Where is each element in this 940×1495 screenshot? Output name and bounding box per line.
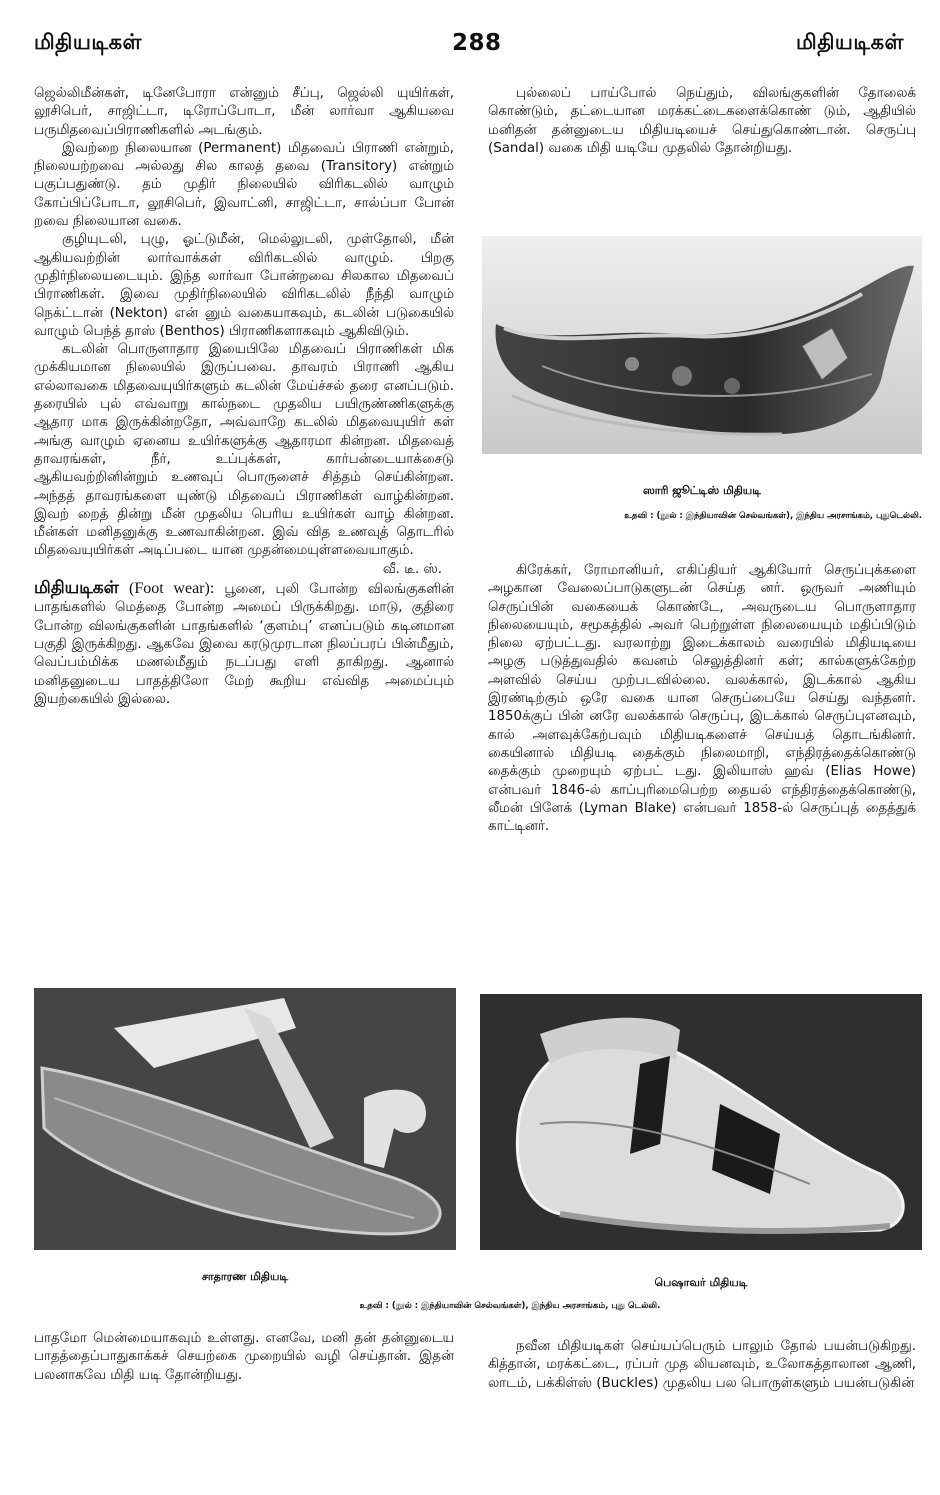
figure-credit-bottom: உதவி : (நூல் : இந்தியாவின் செல்வங்கள்), இந்திய அரசாங்கம், புது டெல்லி. (359, 1301, 661, 1311)
paragraph: புல்லைப் பாய்போல் நெய்தும், விலங்குகளின் தோலைக் கொண்டும், தட்டையான மரக்கட்டைகளைக்கொண் டும், ஆதியில் மனிதன் தன்னுடைய மிதியடியைச் செய்துகொண்டான். செருப்பு (Sandal) வகை மிதி யடியே முதலில் தோன்றியது. (488, 86, 916, 156)
figure-caption-top: ஸாரி ஜூட்டிஸ் மிதியடி (642, 484, 761, 497)
entry-title: மிதியடிகள் (34, 578, 119, 599)
photo-ordinary-sandal (34, 988, 456, 1250)
page-number: 288 (452, 30, 502, 56)
author-initials: வீ. டீ. ஸ். (382, 561, 442, 577)
bottom-right-text (488, 1338, 916, 1393)
running-head-right: மிதியடிகள் (796, 30, 904, 54)
author-initials-row (34, 561, 454, 579)
running-head-left: மிதியடிகள் (34, 30, 142, 54)
photo-sari-jutti-slipper (482, 236, 922, 454)
bottom-left-text (34, 1330, 454, 1385)
photo-peshawar-sandal (480, 994, 922, 1250)
peshawar-photo-drawing (480, 994, 922, 1250)
paragraph: நவீன மிதியடிகள் செய்யப்பெரும் பாலும் தோல் பயன்படுகிறது. கித்தான், மரக்கட்டை, ரப்பர் முத லியனவும், உலோகத்தாலான ஆணி, லாடம், பக்கிள்ஸ் (Buckles) முதலிய பல பொருள்களும் பயன்படுகின் (488, 1339, 916, 1391)
sandal-photo-drawing (34, 988, 456, 1250)
slipper-photo-drawing (482, 236, 922, 454)
figure-caption-bottom-left: சாதாரண மிதியடி (201, 1270, 289, 1283)
paragraph: ஜெல்லிமீன்கள், டினேபோரா என்னும் சீப்பு, ஜெல்லி யுயிர்கள், லூசிபெர், சாஜிட்டா, டிரோப்போடா, மீன் லார்வா ஆகியவை பருமிதவைப்பிராணிகளில் அடங்கும். (34, 86, 454, 138)
left-column (34, 85, 454, 709)
paragraph: குழியுடலி, புழு, ஓட்டுமீன், மெல்லுடலி, முள்தோலி, மீன் ஆகியவற்றின் லார்வாக்கள் விரிகடலில் வாழும். பிறகு முதிர்நிலையடையும். இந்த லார்வா போன்றவை சிலகால மிதவைப் பிராணிகள். இவை முதிர்நிலையில் விரிகடலில் நீந்தி வாழும் நெக்ட்டான் (Nekton) என் னும் வகையாகவும், கடலின் படுகையில் வாழும் பெந்த் தாஸ் (Benthos) பிராணிகளாகவும் ஆகிவிடும். (34, 232, 454, 339)
right-column-top (488, 85, 916, 158)
entry-body: பூனை, புலி போன்ற விலங்குகளின் பாதங்களில் மெத்தை போன்ற அமைப் பிருக்கிறது. மாடு, குதிரை போன்ற விலங்குகளின் பாதங்களில் ‘குளம்பு’ எனப்படும் கடினமான பகுதி இருக்கிறது. ஆகவே இவை கரடுமுரடான நிலப்பரப் பின்மீதும், வெப்பம்மிக்க மணல்மீதும் நடப்பது எளி தாகிறது. ஆனால் மனிதனுடைய பாதத்திலோ மேற் கூறிய எவ்வித அமைப்பும் இயற்கையில் இல்லை. (34, 582, 455, 707)
figure-caption-bottom-right: பெஷாவர் மிதியடி (654, 1276, 748, 1289)
paragraph: இவற்றை நிலையான (Permanent) மிதவைப் பிராணி என்றும், நிலையற்றவை அல்லது சில காலத் தவை (Transitory) என்றும் பகுப்பதுண்டு. தம் முதிர் நிலையில் விரிகடலில் வாழும் கோப்பிப்போடா, லூசிபெர், இவாட்னி, சாஜிட்டா, சால்ப்பா போன் றவை நிலையான வகை. (34, 140, 454, 230)
right-column-bottom (488, 562, 916, 836)
paragraph: கடலின் பொருளாதார இயைபிலே மிதவைப் பிராணிகள் மிக முக்கியமான நிலையில் இருப்பவை. தாவரம் பிராணி ஆகிய எல்லாவகை மிதவையுயிர்களும் கடலின் மேய்ச்சல் தரை எனப்படும். தரையில் புல் எவ்வாறு கால்நடை முதலிய பயிருண்ணிகளுக்கு ஆதார மாக இருக்கின்றதோ, அவ்வாறே கடலில் மிதவையுயிர் கள் அங்கு வாழும் ஏனைய உயிர்களுக்கு ஆதாரமா கின்றன. மிதவைத் தாவரங்கள், நீர், உப்புக்கள், கார்பன்டையாக்சைடு ஆகியவற்றினின்றும் உணவுப் பொருளைச் சித்தம் செய்கின்றன. அந்தத் தாவரங்களை யுண்டு மிதவைப் பிராணிகள் வாழ்கின்றன. இவற் றைத் தின்று மீன் முதலிய பெரிய உயிர்கள் வாழ் கின்றன. மீன்கள் மனிதனுக்கு உணவாகின்றன. இவ் வித உணவுத் தொடரில் மிதவையுயிர்கள் அடிப்படை யான முதன்மையுள்ளவையாகும். (34, 342, 454, 559)
paragraph: பாதமோ மென்மையாகவும் உள்ளது. எனவே, மனி தன் தன்னுடைய பாதத்தைப்பாதுகாக்கச் செயற்கை முறையில் வழி செய்தான். இதன் பலனாகவே மிதி யடி தோன்றியது. (34, 1331, 454, 1383)
entry-paragraph (34, 579, 454, 709)
figure-credit-top: உதவி : (நூல் : இந்தியாவின் செல்வங்கள்), இந்திய அரசாங்கம், புதுடெல்லி. (624, 511, 922, 521)
paragraph: கிரேக்கர், ரோமானியர், எகிப்தியர் ஆகியோர் செருப்புக்களை அழகான வேலைப்பாடுகளுடன் செய்த னர். ஒருவர் அணியும் செருப்பின் வகையைக் கொண்டே, அவருடைய பொருளாதார நிலையையும், சமூகத்தில் அவர் பெற்றுள்ள நிலையையும் மதிப்பிடும் நிலை ஏற்பட்டது. வரலாற்று இடைக்காலம் வரையில் மிதியடியை அழகு படுத்துவதில் கவனம் செலுத்தினர் கள்; கால்களுக்கேற்ற அளவில் செய்ய முற்படவில்லை. வலக்கால், இடக்கால் ஆகிய இரண்டிற்கும் ஒரே வகை யான செருப்பையே செய்து வந்தனர். 1850க்குப் பின் னரே வலக்கால் செருப்பு, இடக்கால் செருப்புஎனவும், கால் அளவுக்கேற்பவும் மிதியடிகளைச் செய்யத் தொடங்கினர். கையினால் மிதியடி தைக்கும் நிலைமாறி, எந்திரத்தைக்கொண்டு தைக்கும் முறையும் ஏற்பட் டது. இலியாஸ் ஹவ் (Elias Howe) என்பவர் 1846-ல் காப்புரிமைபெற்ற தையல் எந்திரத்தைக்கொண்டு, லீமன் பிளேக் (Lyman Blake) என்பவர் 1858-ல் செருப்புத் தைத்துக் காட்டினர். (488, 563, 916, 835)
entry-title-english: (Foot wear): (129, 580, 215, 598)
